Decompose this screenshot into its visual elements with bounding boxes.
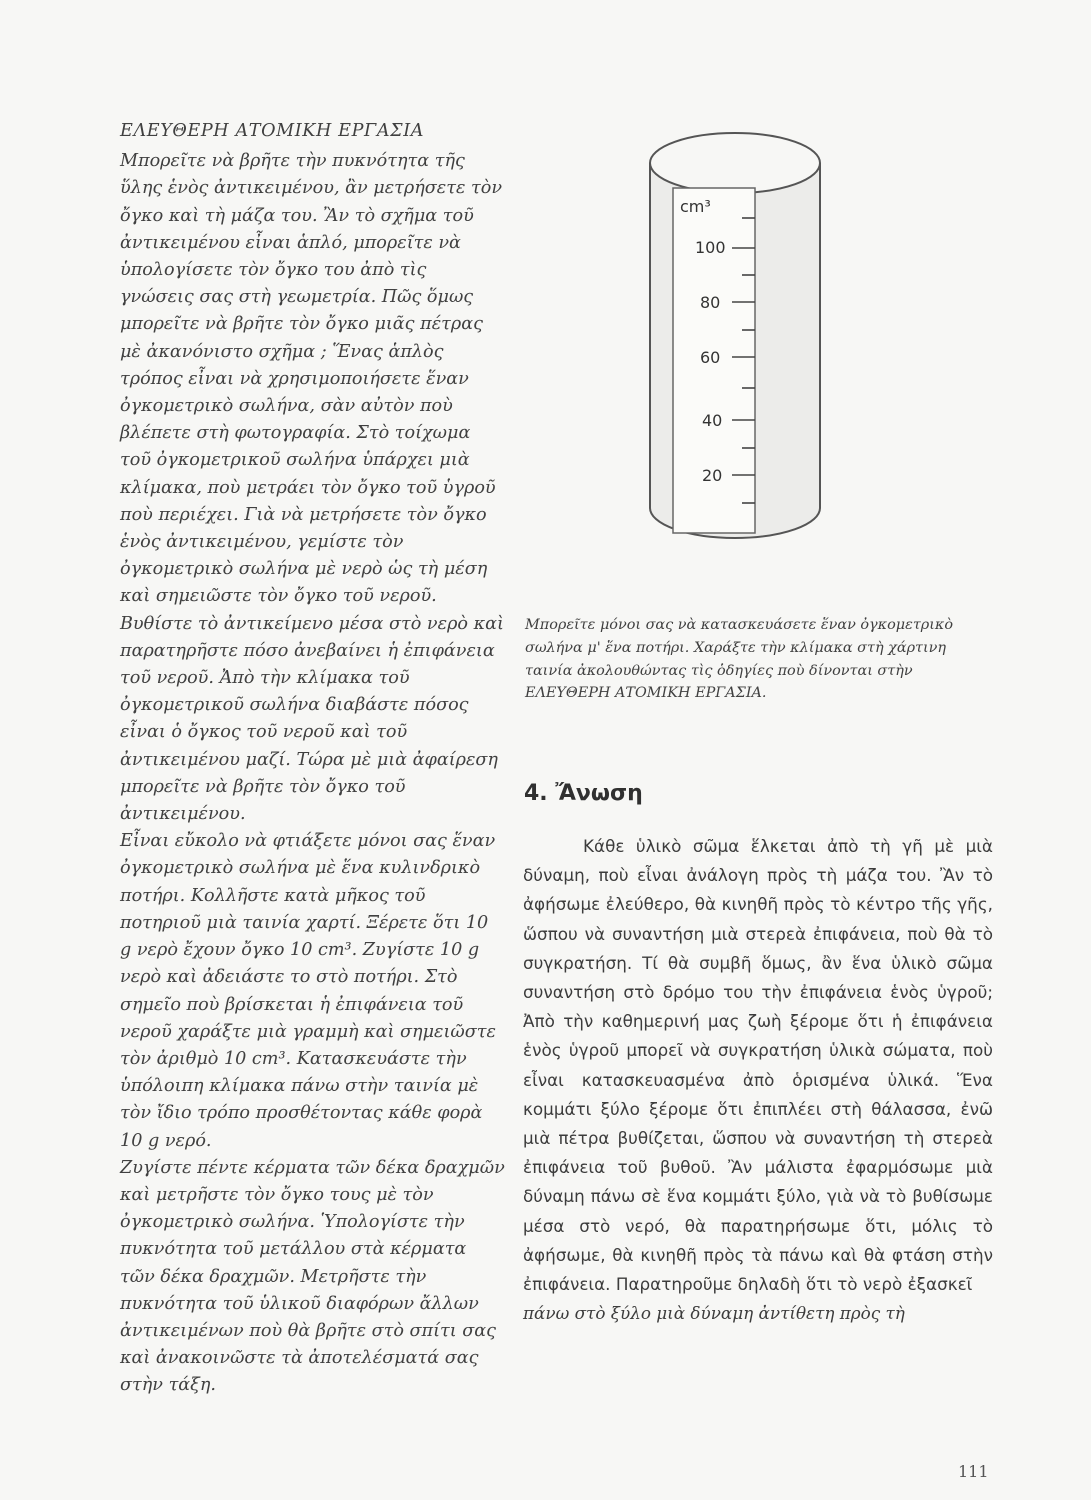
page-number: 111 [958,1462,989,1481]
buoyancy-paragraph-tail: πάνω στὸ ξύλο μιὰ δύναμη ἀντίθετη πρὸς τὴ [523,1303,905,1324]
scale-unit-label: cm³ [680,197,711,216]
graduated-cylinder-illustration [620,118,850,558]
buoyancy-paragraph: Κάθε ὑλικὸ σῶμα ἕλκεται ἀπὸ τὴ γῆ μὲ μιὰ δύναμη, ποὺ εἶναι ἀνάλογη πρὸς τὴ μάζα του. Ἂν τὸ ἀφήσωμε ἐλεύθερο, θὰ κινηθῆ πρὸς τὸ κέντρο τῆς γῆς, ὥσπου νὰ συναντήση μιὰ στερεὰ ἐπιφάνεια, ποὺ θὰ τὸ συγκρατήση. Τί θὰ συμβῆ ὅμως, ἂν ἕνα ὑλικὸ σῶμα συναντήση στὸ δρόμο του τὴν ἐπιφάνεια ἑνὸς ὑγροῦ; Ἀπὸ τὴν καθημερινή μας ζωὴ ξέρομε ὅτι ἡ ἐπιφάνεια ἑνὸς ὑγροῦ μπορεῖ νὰ συγκρατήση ὑλικὰ σώματα, ποὺ εἶναι κατασκευασμένα ἀπὸ ὁρισμένα ὑλικά. Ἕνα κομμάτι ξύλο ξέρομε ὅτι ἐπιπλέει στὴ θάλασσα, ἐνῶ μιὰ πέτρα βυθίζεται, ὥσπου νὰ συναντήση τὴ στερεὰ ἐπιφάνεια τοῦ βυθοῦ. Ἂν μάλιστα ἐφαρμόσωμε μιὰ δύναμη πάνω σὲ ἕνα κομμάτι ξύλο, γιὰ νὰ τὸ βυθίσωμε μέσα στὸ νερό, θὰ παρατηρήσωμε ὅτι, μόλις τὸ ἀφήσωμε, θὰ κινηθῆ πρὸς τὰ πάνω καὶ θὰ φτάση στὴν ἐπιφάνεια. Παρατηροῦμε δηλαδὴ ὅτι τὸ νερὸ ἐξασκεῖ [523,836,993,1295]
free-activity-heading: ΕΛΕΥΘΕΡΗ ΑΤΟΜΙΚΗ ΕΡΓΑΣΙΑ [120,121,425,141]
buoyancy-section [523,832,993,1328]
activity-paragraph-3: Ζυγίστε πέντε κέρματα τῶν δέκα δραχμῶν καὶ μετρῆστε τὸν ὄγκο τους μὲ τὸν ὀγκομετρικὸ σωλήνα. Ὑπολογίστε τὴν πυκνότητα τοῦ μετάλλου στὰ κέρματα τῶν δέκα δραχμῶν. Μετρῆστε τὴν πυκνότητα τοῦ ὑλικοῦ διαφόρων ἄλλων ἀντικειμένων ποὺ θὰ βρῆτε στὸ σπίτι σας καὶ ἀνακοινῶστε τὰ ἀποτελέσματά σας στὴν τάξη. [120,1157,505,1396]
scale-label-100: 100 [695,238,726,257]
scale-label-40: 40 [702,411,723,430]
activity-paragraph-1: Μπορεῖτε νὰ βρῆτε τὴν πυκνότητα τῆς ὕλης ἑνὸς ἀντικειμένου, ἂν μετρήσετε τὸν ὄγκο καὶ τὴ μάζα του. Ἂν τὸ σχῆμα τοῦ ἀντικειμένου εἶναι ἁπλό, μπορεῖτε νὰ ὑπολογίσετε τὸν ὄγκο του ἀπὸ τὶς γνώσεις σας στὴ γεωμετρία. Πῶς ὅμως μπορεῖτε νὰ βρῆτε τὸν ὄγκο μιᾶς πέτρας μὲ ἀκανόνιστο σχῆμα ; Ἕνας ἁπλὸς τρόπος εἶναι νὰ χρησιμοποιήσετε ἕναν ὀγκομετρικὸ σωλήνα, σὰν αὐτὸν ποὺ βλέπετε στὴ φωτογραφία. Στὸ τοίχωμα τοῦ ὀγκομετρικοῦ σωλήνα ὑπάρχει μιὰ κλίμακα, ποὺ μετράει τὸν ὄγκο τοῦ ὑγροῦ ποὺ περιέχει. Γιὰ νὰ μετρήσετε τὸν ὄγκο ἑνὸς ἀντικειμένου, γεμίστε τὸν ὀγκομετρικὸ σωλήνα μὲ νερὸ ὡς τὴ μέση καὶ σημειῶστε τὸν ὄγκο τοῦ νεροῦ. Βυθίστε τὸ ἀντικείμενο μέσα στὸ νερὸ καὶ παρατηρῆστε πόσο ἀνεβαίνει ἡ ἐπιφάνεια τοῦ νεροῦ. Ἀπὸ τὴν κλίμακα τοῦ ὀγκομετρικοῦ σωλήνα διαβάστε πόσος εἶναι ὁ ὄγκος τοῦ νεροῦ καὶ τοῦ ἀντικειμένου μαζί. Τώρα μὲ μιὰ ἀφαίρεση μπορεῖτε νὰ βρῆτε τὸν ὄγκο τοῦ ἀντικειμένου. [120,151,504,825]
figure-caption-text: Μπορεῖτε μόνοι σας νὰ κατασκευάσετε ἕναν ὀγκομετρικὸ σωλήνα μ' ἕνα ποτήρι. Χαράξτε τὴν κλίμακα στὴ χάρτινη ταινία ἀκολουθώντας τὶς ὁδηγίες ποὺ δίνονται στὴν ΕΛΕΥΘΕΡΗ ΑΤΟΜΙΚΗ ΕΡΓΑΣΙΑ. [525,617,954,702]
scale-label-80: 80 [700,293,721,312]
free-activity-column [120,118,505,1400]
cylinder-rim [650,133,820,193]
section-title: 4. Ἄνωση [524,781,643,806]
scale-label-20: 20 [702,466,723,485]
scale-label-60: 60 [700,348,721,367]
figure-caption [525,614,995,705]
activity-paragraph-2: Εἶναι εὔκολο νὰ φτιάξετε μόνοι σας ἕναν ὀγκομετρικὸ σωλήνα μὲ ἕνα κυλινδρικὸ ποτήρι. Κολλῆστε κατὰ μῆκος τοῦ ποτηριοῦ μιὰ ταινία χαρτί. Ξέρετε ὅτι 10 g νερὸ ἔχουν ὄγκο 10 cm³. Ζυγίστε 10 g νερὸ καὶ ἀδειάστε το στὸ ποτήρι. Στὸ σημεῖο ποὺ βρίσκεται ἡ ἐπιφάνεια τοῦ νεροῦ χαράξτε μιὰ γραμμὴ καὶ σημειῶστε τὸν ἀριθμὸ 10 cm³. Κατασκευάστε τὴν ὑπόλοιπη κλίμακα πάνω στὴν ταινία μὲ τὸν ἴδιο τρόπο προσθέτοντας κάθε φορὰ 10 g νερό. [120,831,496,1151]
